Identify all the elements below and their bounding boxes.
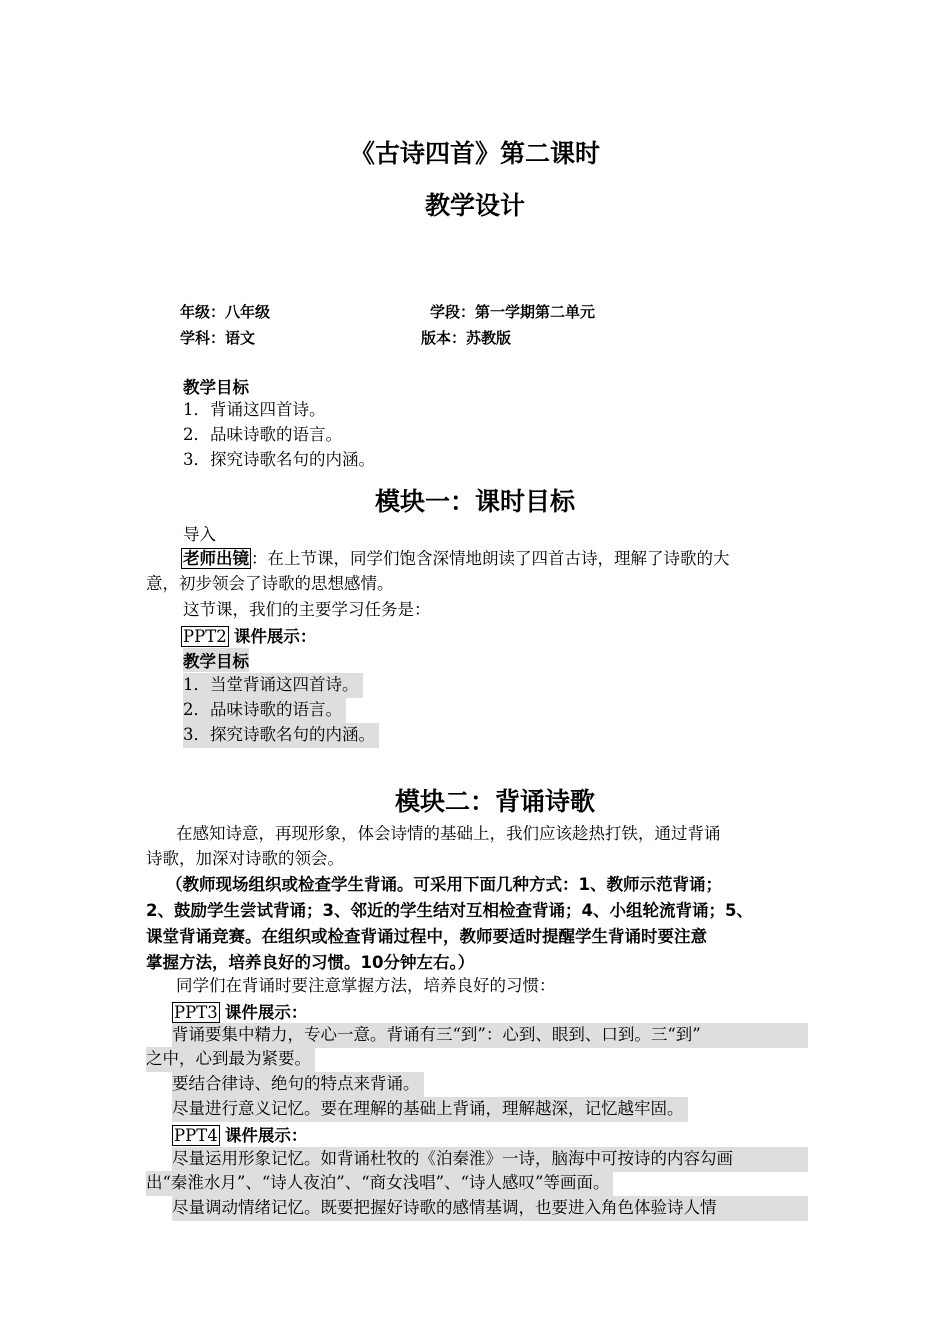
m2-para1-line1: 在感知诗意，再现形象，体会诗情的基础上，我们应该趁热打铁，通过背诵 bbox=[176, 824, 721, 843]
tip1-line1: 背诵要集中精力，专心一意。背诵有三“到”：心到、眼到、口到。三“到” bbox=[172, 1023, 808, 1048]
goal-item: 1．当堂背诵这四首诗。 bbox=[183, 673, 363, 698]
teacher-line-1 bbox=[181, 547, 730, 572]
objective-item: 1．背诵这四首诗。 bbox=[183, 400, 326, 419]
meta-grade: 年级：八年级 bbox=[180, 303, 271, 321]
teacher-line-2: 意，初步领会了诗歌的思想感情。 bbox=[146, 574, 394, 593]
doc-subtitle: 教学设计 bbox=[424, 191, 525, 220]
m2-bold-line3: 课堂背诵竞赛。在组织或检查背诵过程中，教师要适时提醒学生背诵时要注意 bbox=[146, 927, 707, 946]
teacher-label: 老师出镜 bbox=[183, 549, 249, 568]
m2-bold-line1: （教师现场组织或检查学生背诵。可采用下面几种方式：1、教师示范背诵； bbox=[166, 875, 722, 894]
m2-para1-line2: 诗歌，加深对诗歌的领会。 bbox=[146, 849, 344, 868]
tip2: 要结合律诗、绝句的特点来背诵。 bbox=[172, 1072, 424, 1097]
module1-intro: 导入 bbox=[183, 525, 216, 544]
ppt2-line bbox=[181, 623, 316, 650]
module1-heading: 模块一：课时目标 bbox=[374, 487, 575, 516]
objective-item: 3．探究诗歌名句的内涵。 bbox=[183, 450, 375, 469]
ppt3-line bbox=[172, 999, 307, 1026]
tip1-line2: 之中，心到最为紧要。 bbox=[146, 1047, 315, 1072]
habit-text: 同学们在背诵时要注意掌握方法，培养良好的习惯： bbox=[176, 976, 556, 995]
doc-title: 《古诗四首》第二课时 bbox=[349, 139, 600, 168]
module2-heading: 模块二：背诵诗歌 bbox=[394, 787, 595, 816]
m2-bold-line2: 2、鼓励学生尝试背诵；3、邻近的学生结对互相检查背诵；4、小组轮流背诵；5、 bbox=[146, 901, 753, 920]
ppt2-text: 课件展示： bbox=[233, 627, 317, 646]
ppt4-line bbox=[172, 1122, 307, 1149]
task-text: 这节课，我们的主要学习任务是： bbox=[183, 600, 431, 619]
goal-item: 2．品味诗歌的语言。 bbox=[183, 698, 346, 723]
ppt4-text: 课件展示： bbox=[224, 1126, 308, 1145]
meta-stage: 学段：第一学期第二单元 bbox=[430, 303, 596, 321]
objective-item: 2．品味诗歌的语言。 bbox=[183, 425, 342, 444]
ppt4-label: PPT4 bbox=[174, 1126, 218, 1145]
tip4-line1: 尽量运用形象记忆。如背诵杜牧的《泊秦淮》一诗，脑海中可按诗的内容勾画 bbox=[172, 1147, 808, 1172]
tip3: 尽量进行意义记忆。要在理解的基础上背诵，理解越深，记忆越牢固。 bbox=[172, 1097, 688, 1122]
ppt3-label: PPT3 bbox=[174, 1003, 218, 1022]
meta-edition: 版本：苏教版 bbox=[421, 329, 512, 347]
goal-heading: 教学目标 bbox=[183, 648, 249, 672]
tip4-line2: 出“秦淮水月”、“诗人夜泊”、“商女浅唱”、“诗人感叹”等画面。 bbox=[146, 1171, 613, 1196]
ppt3-text: 课件展示： bbox=[224, 1003, 308, 1022]
m2-bold-line4: 掌握方法，培养良好的习惯。10分钟左右。） bbox=[146, 953, 475, 972]
teacher-text: ：在上节课，同学们饱含深情地朗读了四首古诗，理解了诗歌的大 bbox=[251, 549, 730, 568]
objectives-heading: 教学目标 bbox=[183, 378, 249, 397]
meta-subject: 学科：语文 bbox=[180, 329, 256, 347]
ppt2-label: PPT2 bbox=[183, 627, 227, 646]
goal-item: 3．探究诗歌名句的内涵。 bbox=[183, 723, 379, 748]
tip5-line1: 尽量调动情绪记忆。既要把握好诗歌的感情基调，也要进入角色体验诗人情 bbox=[172, 1196, 808, 1221]
